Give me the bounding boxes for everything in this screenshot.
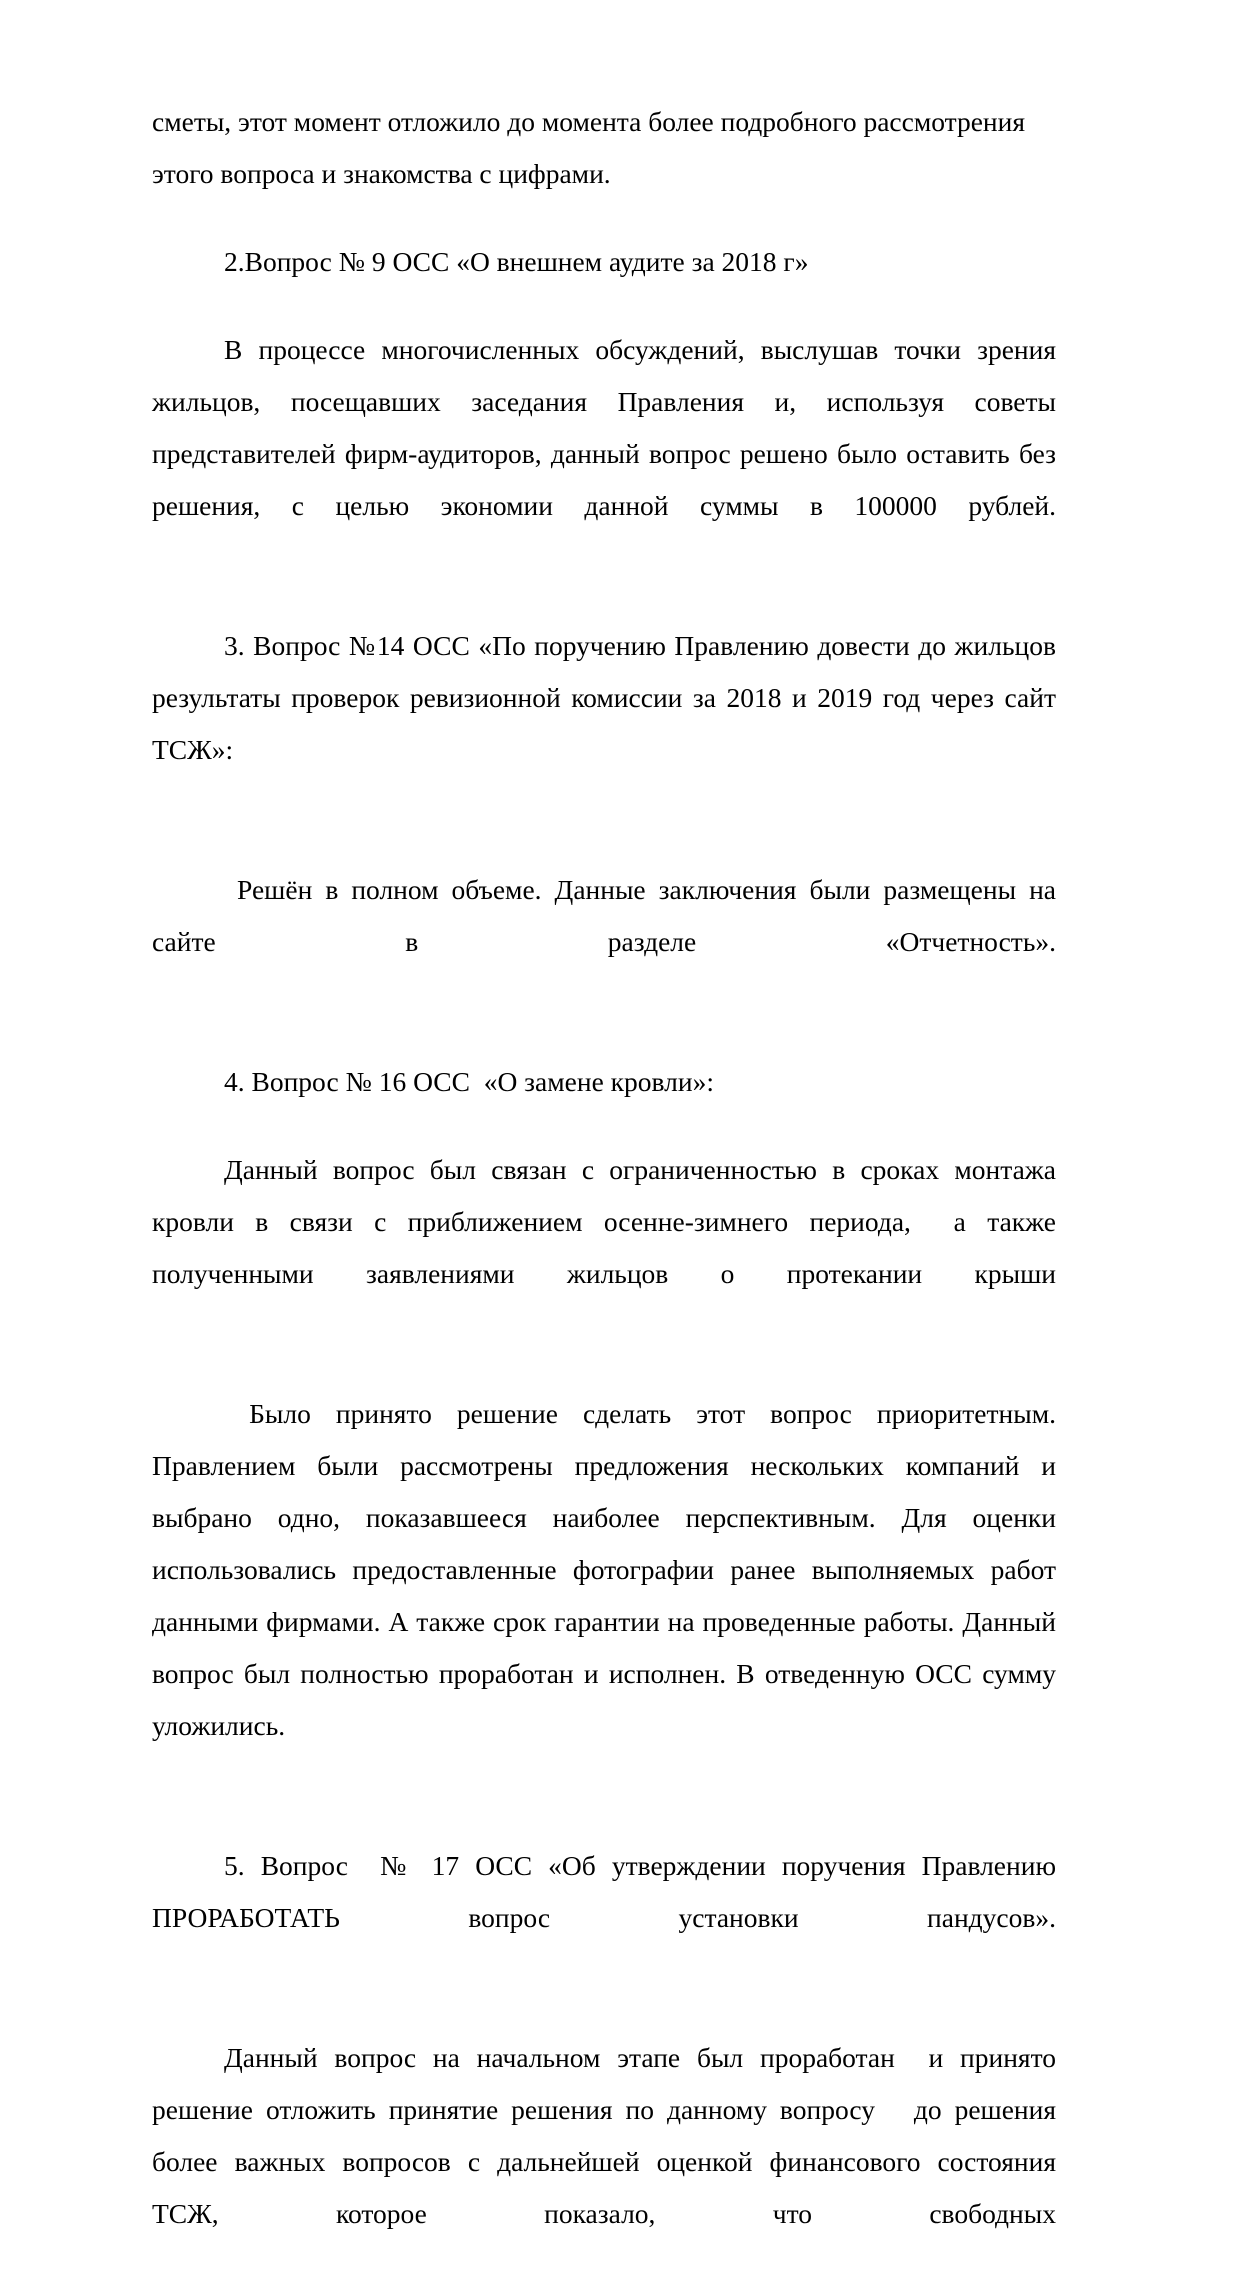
- paragraph-item-4-decision: Было принято решение сделать этот вопрос приоритетным. Правлением были рассмотрены предложения нескольких компаний и выбрано одно, показавшееся наиболее перспективным. Для оценки использовались предоставленные фотографии ранее выполняемых работ данными фирмами. А также срок гарантии на проведенные работы. Данный вопрос был полностью проработан и исполнен. В отведенную ОСС сумму уложились.: [152, 1398, 1070, 1741]
- paragraph-item-2-heading: 2.Вопрос № 9 ОСС «О внешнем аудите за 2018 г»: [224, 246, 809, 277]
- paragraph-item-5-body: Данный вопрос на начальном этапе был проработан и принято решение отложить принятие решения по данному вопросу до решения более важных вопросов с дальнейшей оценкой финансового состояния ТСЖ, которое показало, что свободных: [152, 2042, 1063, 2229]
- paragraph-item-3-body: Решён в полном объеме. Данные заключения были размещены на сайте в разделе «Отчетность».: [152, 874, 1063, 957]
- paragraph-item-3-heading: 3. Вопрос №14 ОСС «По поручению Правлению довести до жильцов результаты проверок ревизионной комиссии за 2018 и 2019 год через сайт ТСЖ»:: [152, 630, 1063, 765]
- text-column: [152, 96, 1070, 2292]
- paragraph-item-5-heading: 5. Вопрос № 17 ОСС «Об утверждении поручения Правлению ПРОРАБОТАТЬ вопрос установки пандусов».: [152, 1850, 1063, 1933]
- paragraph-item-2-body: В процессе многочисленных обсуждений, выслушав точки зрения жильцов, посещавших заседания Правления и, используя советы представителей фирм-аудиторов, данный вопрос решено было оставить без решения, с целью экономии данной суммы в 100000 рублей.: [152, 334, 1063, 521]
- paragraph-item-4-heading: 4. Вопрос № 16 ОСС «О замене кровли»:: [224, 1066, 714, 1097]
- paragraph-continued: сметы, этот момент отложило до момента более подробного рассмотрения этого вопроса и знакомства с цифрами.: [152, 106, 1032, 189]
- paragraph-item-4-body: Данный вопрос был связан с ограниченностью в сроках монтажа кровли в связи с приближением осенне-зимнего периода, а также полученными заявлениями жильцов о протекании крыши: [152, 1154, 1063, 1289]
